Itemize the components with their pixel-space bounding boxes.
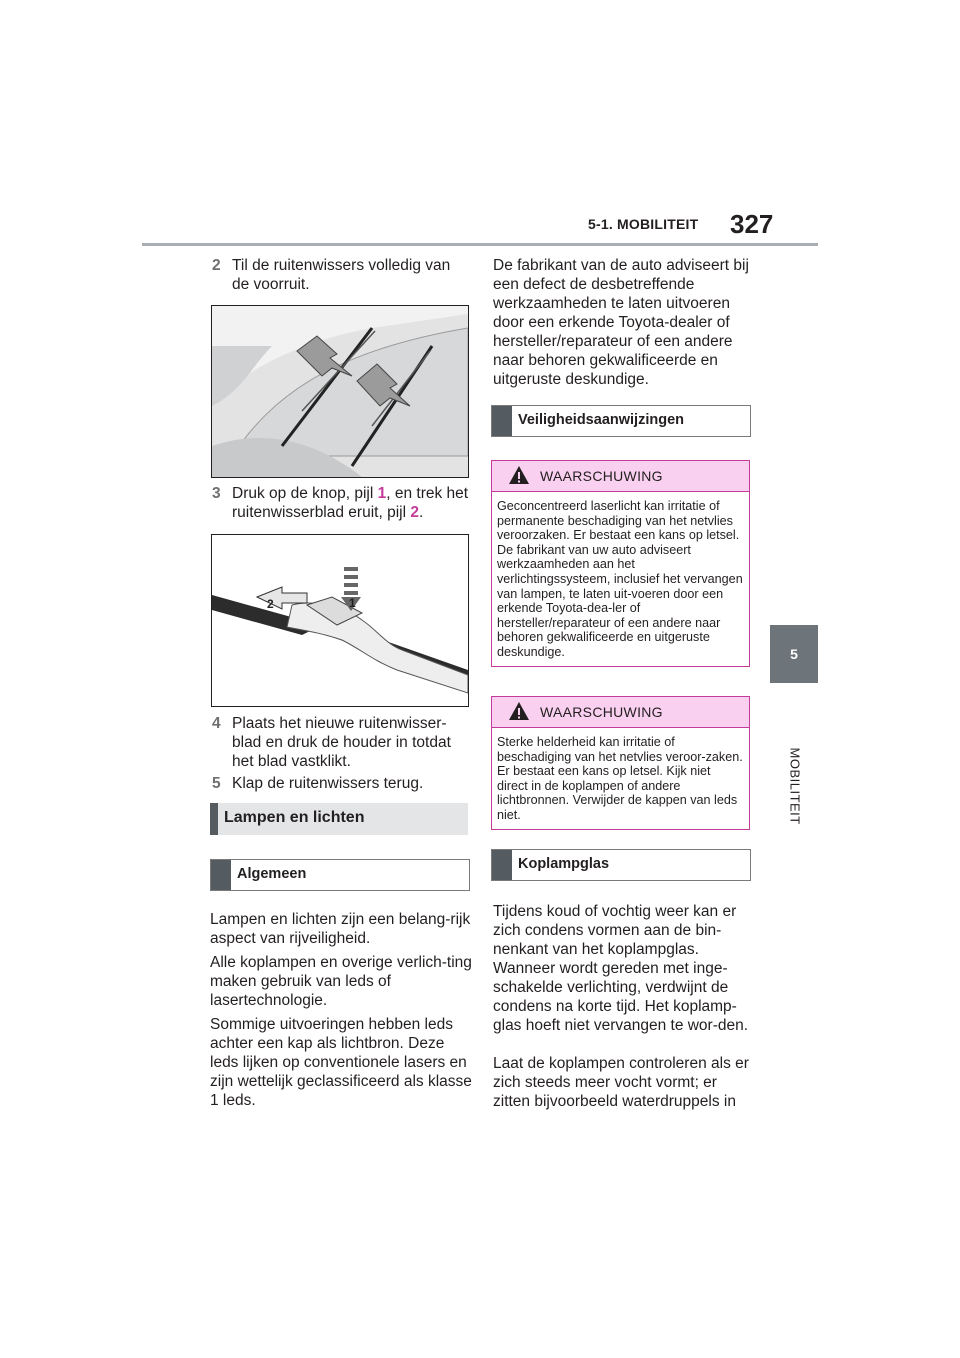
step-text: Klap de ruitenwissers terug. — [232, 775, 424, 792]
section-title: 5-1. MOBILITEIT — [588, 216, 699, 232]
step-number: 5 — [212, 775, 221, 792]
warning-box-2 — [491, 696, 750, 830]
wiper-blade-illustration — [211, 534, 469, 707]
wiper-lift-illustration — [211, 305, 469, 478]
step-number: 2 — [212, 257, 221, 274]
warning-icon — [508, 465, 530, 485]
paragraph: Lampen en lichten zijn een belang-rijk aspect van rijveiligheid. — [210, 911, 471, 947]
paragraph: Tijdens koud of vochtig weer kan er zich condens vormen aan de bin-nenkant van het koplampglas. Wanneer wordt gereden met inge-schakelde verlichting, verdwijnt de condens na korte tijd. Het koplamp-glas hoeft niet vervangen te wor-den. — [493, 903, 749, 1034]
step-5 — [212, 774, 470, 793]
windshield-wiper-image — [212, 306, 468, 477]
arrow-2-label: 2 — [267, 597, 274, 611]
warning-title: WAARSCHUWING — [540, 468, 663, 484]
step-text: Til de ruitenwissers volledig van de voorruit. — [232, 257, 451, 293]
warning-text: Geconcentreerd laserlicht kan irritatie of permanente beschadiging van het netvlies veroorzaken. Er bestaat een kans op letsel. De fabrikant van uw auto adviseert werkzaamheden aan het verlichtingssysteem, inclusief het vervangen van lampen, te laten uit-voeren door een erkende Toyota-dea-ler of hersteller/reparateur of een andere naar behoren gekwalificeerde en uitgeruste deskundige. — [497, 499, 743, 659]
paragraph: De fabrikant van de auto adviseert bij een defect de desbetreffende werkzaamheden te laten uitvoeren door een erkende Toyota-dealer of hersteller/reparateur of een andere naar behoren gekwalificeerde en uitgeruste deskundige. — [493, 257, 749, 388]
warning-title: WAARSCHUWING — [540, 704, 663, 720]
paragraph: Sommige uitvoeringen hebben leds achter een kap als lichtbron. Deze leds lijken op conventionele lasers en zijn wettelijk geclassificeerd als klasse 1 leds. — [210, 1016, 472, 1109]
header-rule — [142, 243, 818, 246]
step-4 — [212, 714, 470, 771]
wiper-blade-image — [212, 535, 468, 706]
warning-text: Sterke helderheid kan irritatie of beschadiging van het netvlies veroor-zaken. Er bestaat een kans op letsel. Kijk niet direct in de koplampen of andere lichtbronnen. Verwijder de kappen van leds niet. — [497, 735, 743, 822]
heading-koplampglas: Koplampglas — [491, 849, 751, 881]
step-3 — [212, 484, 470, 522]
paragraph: Laat de koplampen controleren als er zich steeds meer vocht vormt; er zitten bijvoorbeeld waterdruppels in — [493, 1055, 749, 1110]
page-number: 327 — [730, 209, 774, 239]
step-number: 3 — [212, 485, 221, 502]
arrow-1-ref: 1 — [377, 485, 387, 502]
arrow-1-label: 1 — [349, 596, 356, 610]
chapter-tab: 5 — [770, 625, 818, 683]
heading-lampen: Lampen en lichten — [210, 803, 468, 835]
step-text: Plaats het nieuwe ruitenwisser-blad en druk de houder in totdat het blad vastklikt. — [232, 715, 451, 770]
step-text: Druk op de knop, pijl 1, en trek het ruitenwisserblad eruit, pijl 2. — [232, 485, 469, 521]
paragraph: Alle koplampen en overige verlich-ting maken gebruik van leds of lasertechnologie. — [210, 954, 472, 1009]
step-number: 4 — [212, 715, 221, 732]
warning-icon — [508, 701, 530, 721]
chapter-side-label: MOBILITEIT — [787, 747, 803, 825]
heading-algemeen: Algemeen — [210, 859, 470, 891]
heading-veiligheid: Veiligheidsaanwijzingen — [491, 405, 751, 437]
arrow-2-ref: 2 — [410, 504, 419, 521]
warning-box-1 — [491, 460, 750, 667]
step-2 — [212, 256, 470, 294]
